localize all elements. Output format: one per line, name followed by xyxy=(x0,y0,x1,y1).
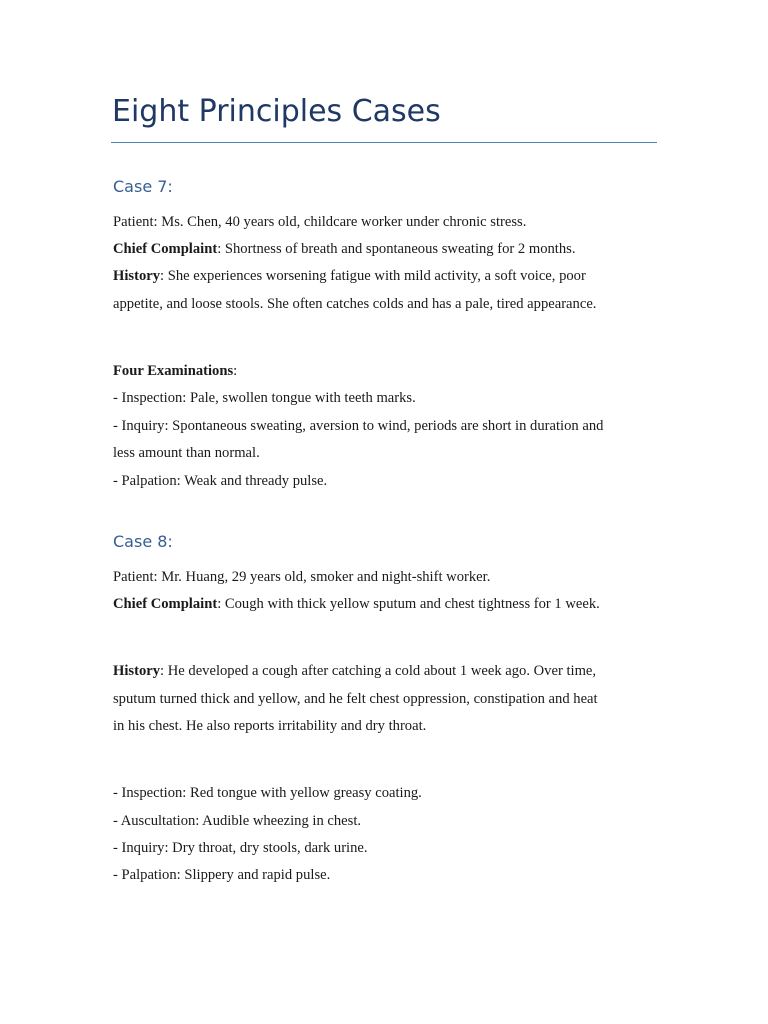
case-7-exam-label xyxy=(113,362,237,380)
list-item: - Palpation: Slippery and rapid pulse. xyxy=(113,867,331,883)
case-7-chief-complaint xyxy=(113,240,576,258)
case-8-chief-complaint xyxy=(113,595,600,613)
case-7-history-line-2: appetite, and loose stools. She often catches colds and has a pale, tired appearance. xyxy=(113,296,597,312)
chief-complaint-text: : Cough with thick yellow sputum and chest tightness for 1 week. xyxy=(217,596,600,612)
four-examinations-colon: : xyxy=(233,363,238,379)
list-item: - Inspection: Pale, swollen tongue with teeth marks. xyxy=(113,390,416,406)
history-label: History xyxy=(113,268,161,284)
history-text: : He developed a cough after catching a cold about 1 week ago. Over time, xyxy=(160,663,597,679)
four-examinations-label: Four Examinations xyxy=(113,363,234,379)
case-8-patient: Patient: Mr. Huang, 29 years old, smoker and night-shift worker. xyxy=(113,569,491,585)
list-item: - Inspection: Red tongue with yellow greasy coating. xyxy=(113,785,422,801)
document-title: Eight Principles Cases xyxy=(112,94,441,129)
case-7-history-line-1 xyxy=(113,267,586,285)
history-label: History xyxy=(113,663,161,679)
title-underline xyxy=(111,142,657,143)
chief-complaint-text: : Shortness of breath and spontaneous sweating for 2 months. xyxy=(217,241,576,257)
case-7-heading: Case 7: xyxy=(113,177,173,196)
case-7-patient: Patient: Ms. Chen, 40 years old, childcare worker under chronic stress. xyxy=(113,214,527,230)
chief-complaint-label: Chief Complaint xyxy=(113,596,218,612)
list-item: - Auscultation: Audible wheezing in chest. xyxy=(113,813,362,829)
list-item: less amount than normal. xyxy=(113,445,260,461)
history-text: : She experiences worsening fatigue with mild activity, a soft voice, poor xyxy=(160,268,586,284)
case-8-heading: Case 8: xyxy=(113,532,173,551)
case-8-history-line-1 xyxy=(113,662,596,680)
list-item: - Inquiry: Dry throat, dry stools, dark urine. xyxy=(113,840,368,856)
list-item: - Inquiry: Spontaneous sweating, aversion to wind, periods are short in duration and xyxy=(113,418,604,434)
case-8-history-line-3: in his chest. He also reports irritability and dry throat. xyxy=(113,718,427,734)
list-item: - Palpation: Weak and thready pulse. xyxy=(113,473,328,489)
case-8-history-line-2: sputum turned thick and yellow, and he felt chest oppression, constipation and heat xyxy=(113,691,598,707)
chief-complaint-label: Chief Complaint xyxy=(113,241,218,257)
